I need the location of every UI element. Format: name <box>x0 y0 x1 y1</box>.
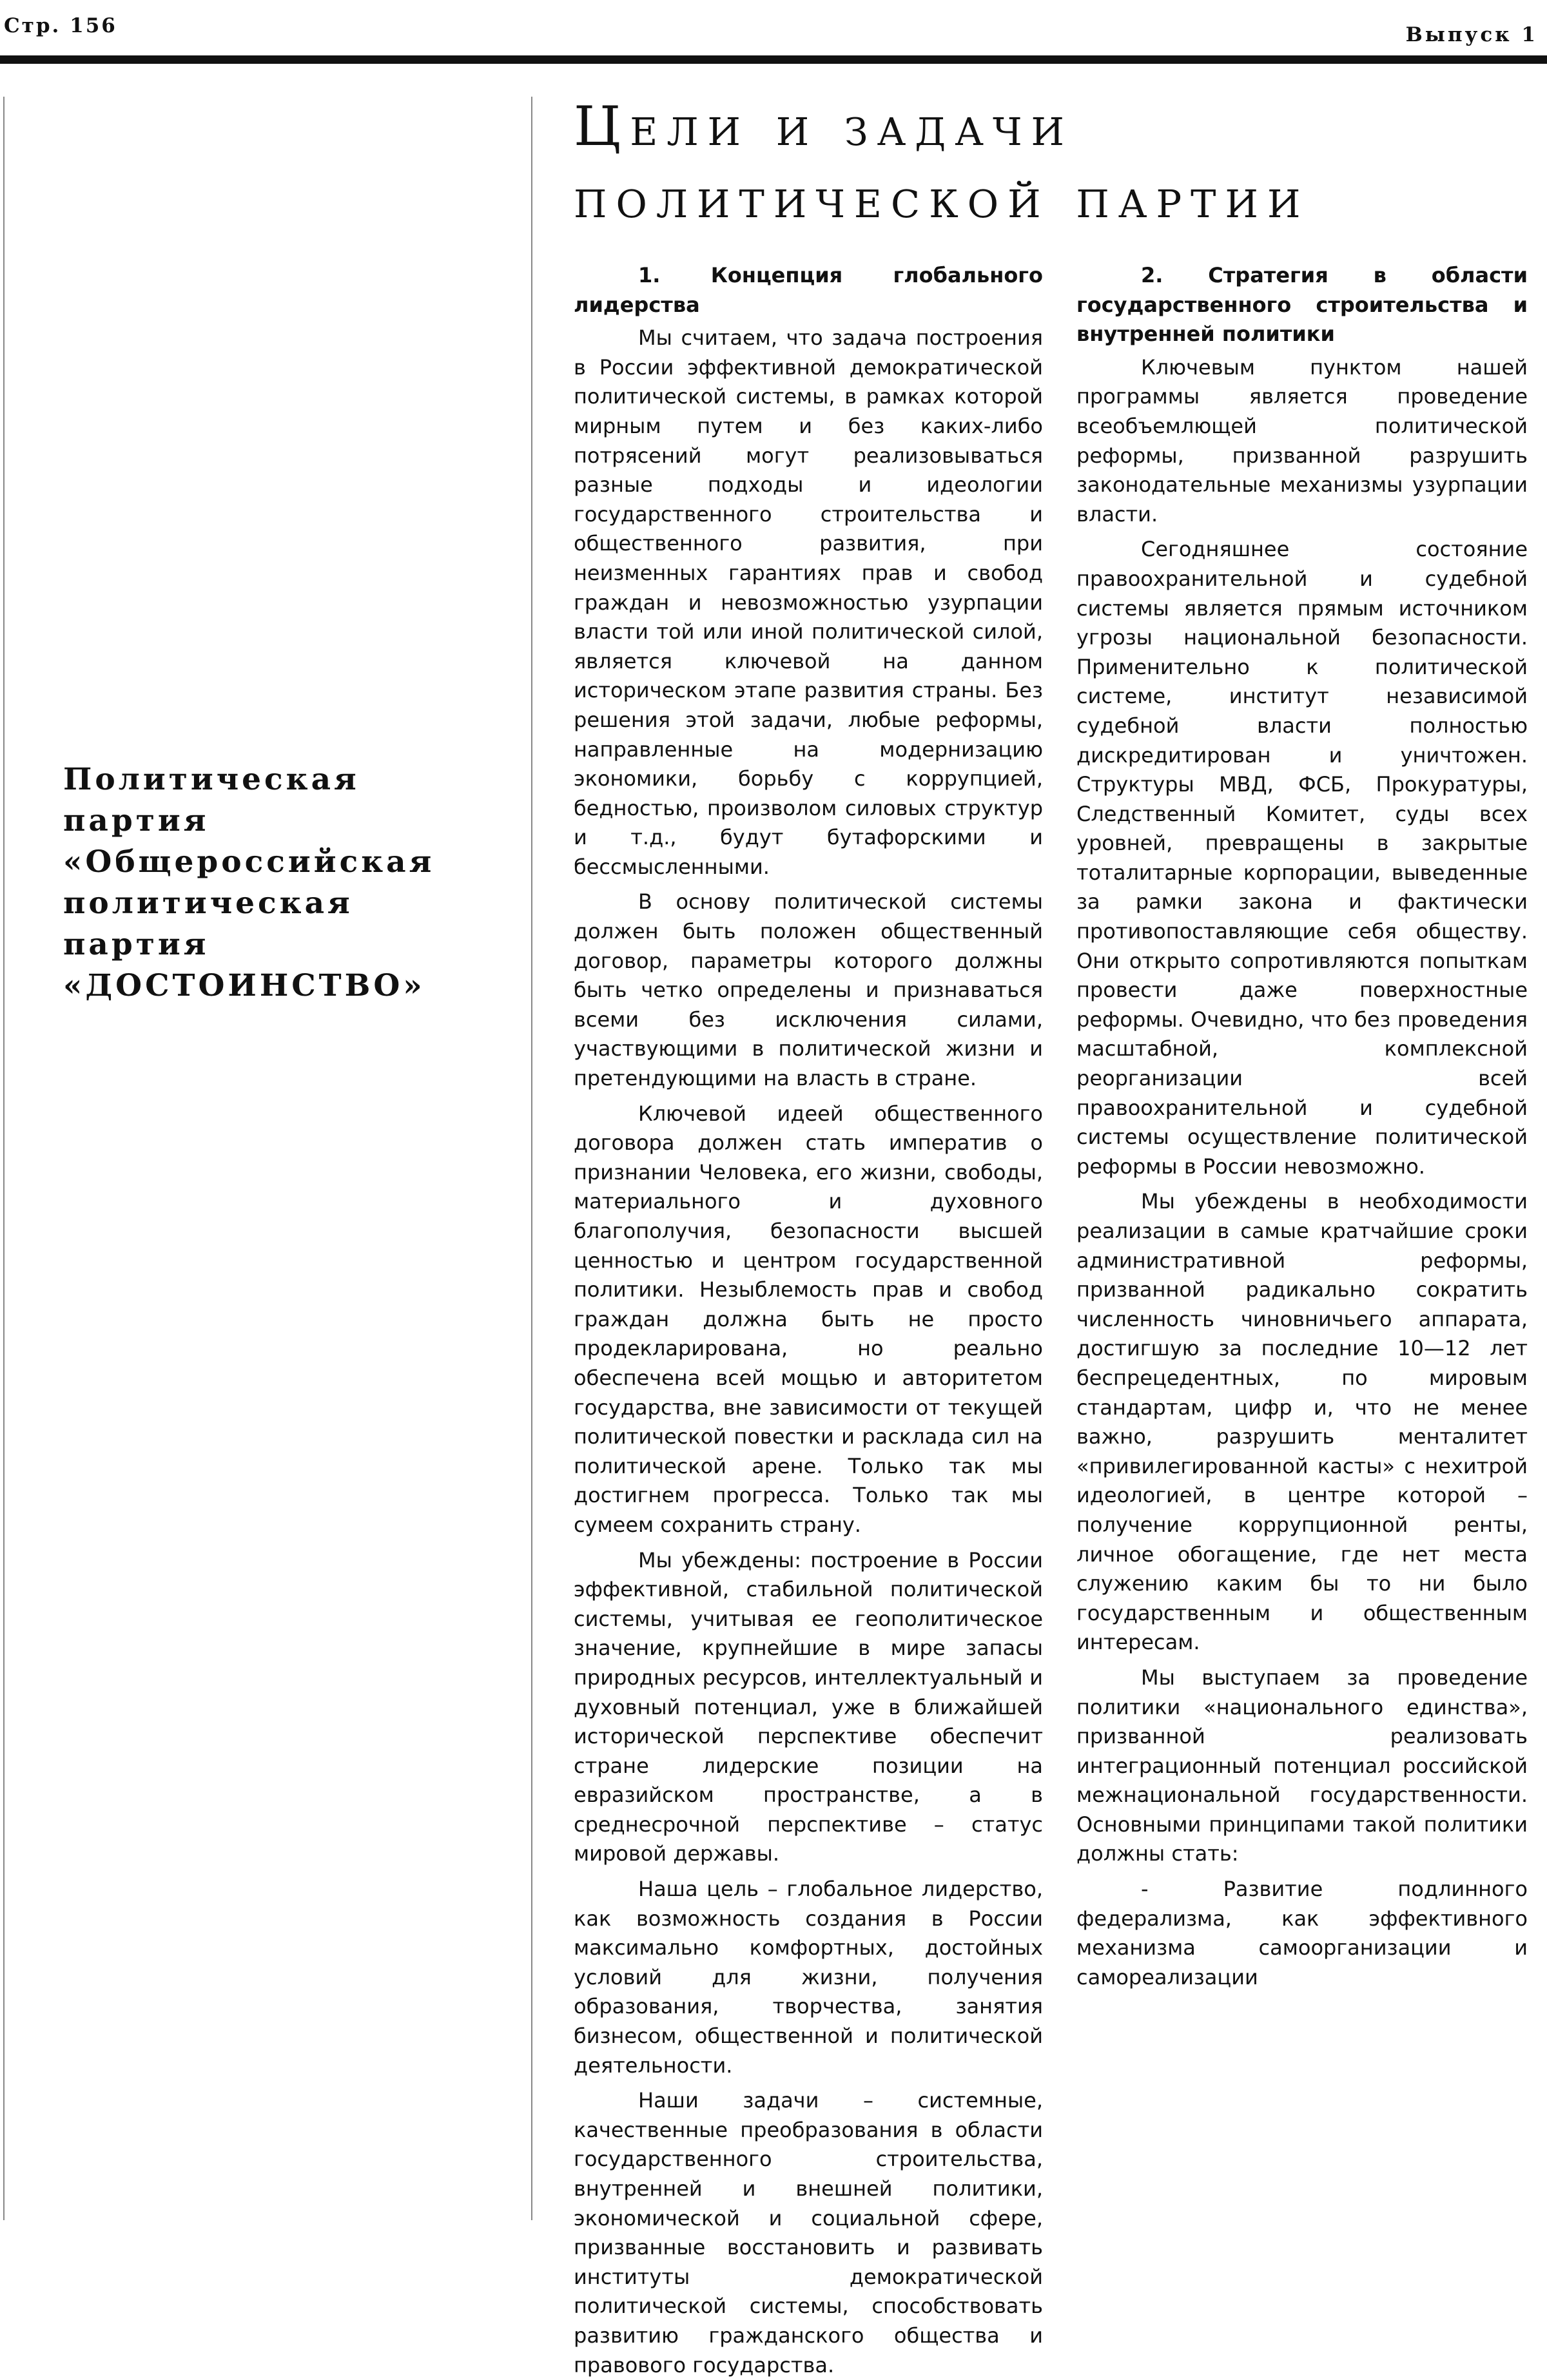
paragraph: - Развитие подлинного федерализма, как эффективного механизма самоорганизации и самореализации <box>1076 1877 1528 1989</box>
article-title-line: политической партии <box>574 167 1310 230</box>
party-name-line: политическая <box>63 885 353 921</box>
party-name-line: партия <box>63 803 209 838</box>
paragraph: Наши задачи – системные, качественные преобразования в области государственного строительства, внутренней и внешней политики, экономической и социальной сфере, призванные восстановить и развивать институты демократической политической системы, способствовать развитию гражданского общества и правового государства. <box>574 2088 1043 2377</box>
article-column-1 <box>574 261 1043 2377</box>
section-heading: 2. Стратегия в области государственного строительства и внутренней политики <box>1076 263 1528 347</box>
paragraph: Мы убеждены в необходимости реализации в самые кратчайшие сроки административной реформы, призванной радикально сократить численность чиновничьего аппарата, достигшую за последние 10—12 лет беспрецедентных, по мировым стандартам, цифр и, что не менее важно, разрушить менталитет «привилегированной касты» с нехитрой идеологией, в центре которой – получение коррупционной ренты, личное обогащение, где нет места служению каким бы то ни было государственным и общественным интересам. <box>1076 1189 1528 1655</box>
issue-number: Выпуск 1 <box>1405 23 1538 46</box>
paragraph: Мы убеждены: построение в России эффективной, стабильной политической системы, учитывая ее геополитическое значение, крупнейшие в мире запасы природных ресурсов, интеллектуальный и духовный потенциал, уже в ближайшей исторической перспективе обеспечит стране лидерские позиции на евразийском пространстве, а в среднесрочной перспективе – статус мировой державы. <box>574 1547 1043 1866</box>
page-number: Стр. 156 <box>4 14 117 37</box>
left-column-rule <box>3 97 5 2220</box>
party-name-line: «ДОСТОИНСТВО» <box>63 968 425 1003</box>
header-rule <box>0 55 1547 64</box>
paragraph: Мы считаем, что задача построения в России эффективной демократической политической системы, в рамках которой мирным путем и без каких-либо потрясений могут реализовываться разные подходы и идеологии государственного строительства и общественного развития, при неизменных гарантиях прав и свобод граждан и невозможностью узурпации власти той или иной политической силой, является ключевой на данном историческом этапе развития страны. Без решения этой задачи, любые реформы, направленные на модернизацию экономики, борьбу с коррупцией, бедностью, произволом силовых структур и т.д., будут бутафорскими и бессмысленными. <box>574 325 1043 879</box>
article-title-line: Цели и задачи <box>574 95 1074 158</box>
party-name-line: партия <box>63 927 209 962</box>
paragraph: Сегодняшнее состояние правоохранительной и судебной системы является прямым источником угрозы национальной безопасности. Применительно к политической системе, институт независимой судебной власти полностью дискредитирован и уничтожен. Структуры МВД, ФСБ, Прокуратуры, Следственный Комитет, суды всех уровней, превращены в закрытые тоталитарные корпорации, выведенные за рамки закона и фактически противопоставляющие себя обществу. Они открыто сопротивляются попыткам провести даже поверхностные реформы. Очевидно, что без проведения масштабной, комплексной реорганизации всей правоохранительной и судебной системы осуществление политической реформы в России невозможно. <box>1076 537 1528 1179</box>
page-header <box>0 0 1547 64</box>
article-title <box>574 90 1521 235</box>
party-name-sidebar <box>63 759 501 1007</box>
paragraph: В основу политической системы должен быть положен общественный договор, параметры которого должны быть четко определены и признаваться всеми без исключения силами, участвующими в политической жизни и претендующими на власть в стране. <box>574 889 1043 1091</box>
section-heading: 1. Концепция глобального лидерства <box>574 263 1043 317</box>
paragraph: Наша цель – глобальное лидерство, как возможность создания в России максимально комфортных, достойных условий для жизни, получения образования, творчества, занятия бизнесом, общественной и политической деятельности. <box>574 1877 1043 2078</box>
paragraph: Ключевым пунктом нашей программы является проведение всеобъемлющей политической реформы, призванной разрушить законодательные механизмы узурпации власти. <box>1076 354 1528 527</box>
paragraph: Ключевой идеей общественного договора должен стать императив о признании Человека, его жизни, свободы, материального и духовного благополучия, безопасности высшей ценностью и центром государственной политики. Незыблемость прав и свобод граждан должна быть не просто продекларирована, но реально обеспечена всей мощью и авторитетом государства, вне зависимости от текущей политической повестки и расклада сил на политической арене. Только так мы достигнем прогресса. Только так мы сумеем сохранить страну. <box>574 1101 1043 1537</box>
party-name-line: «Общероссийская <box>63 844 435 880</box>
column-divider-rule <box>531 97 532 2220</box>
paragraph: Мы выступаем за проведение политики «национального единства», призванной реализовать интеграционный потенциал российской межнациональной государственности. Основными принципами такой политики должны стать: <box>1076 1665 1528 1866</box>
article-column-2 <box>1076 261 1528 2220</box>
party-name-line: Политическая <box>63 762 360 797</box>
